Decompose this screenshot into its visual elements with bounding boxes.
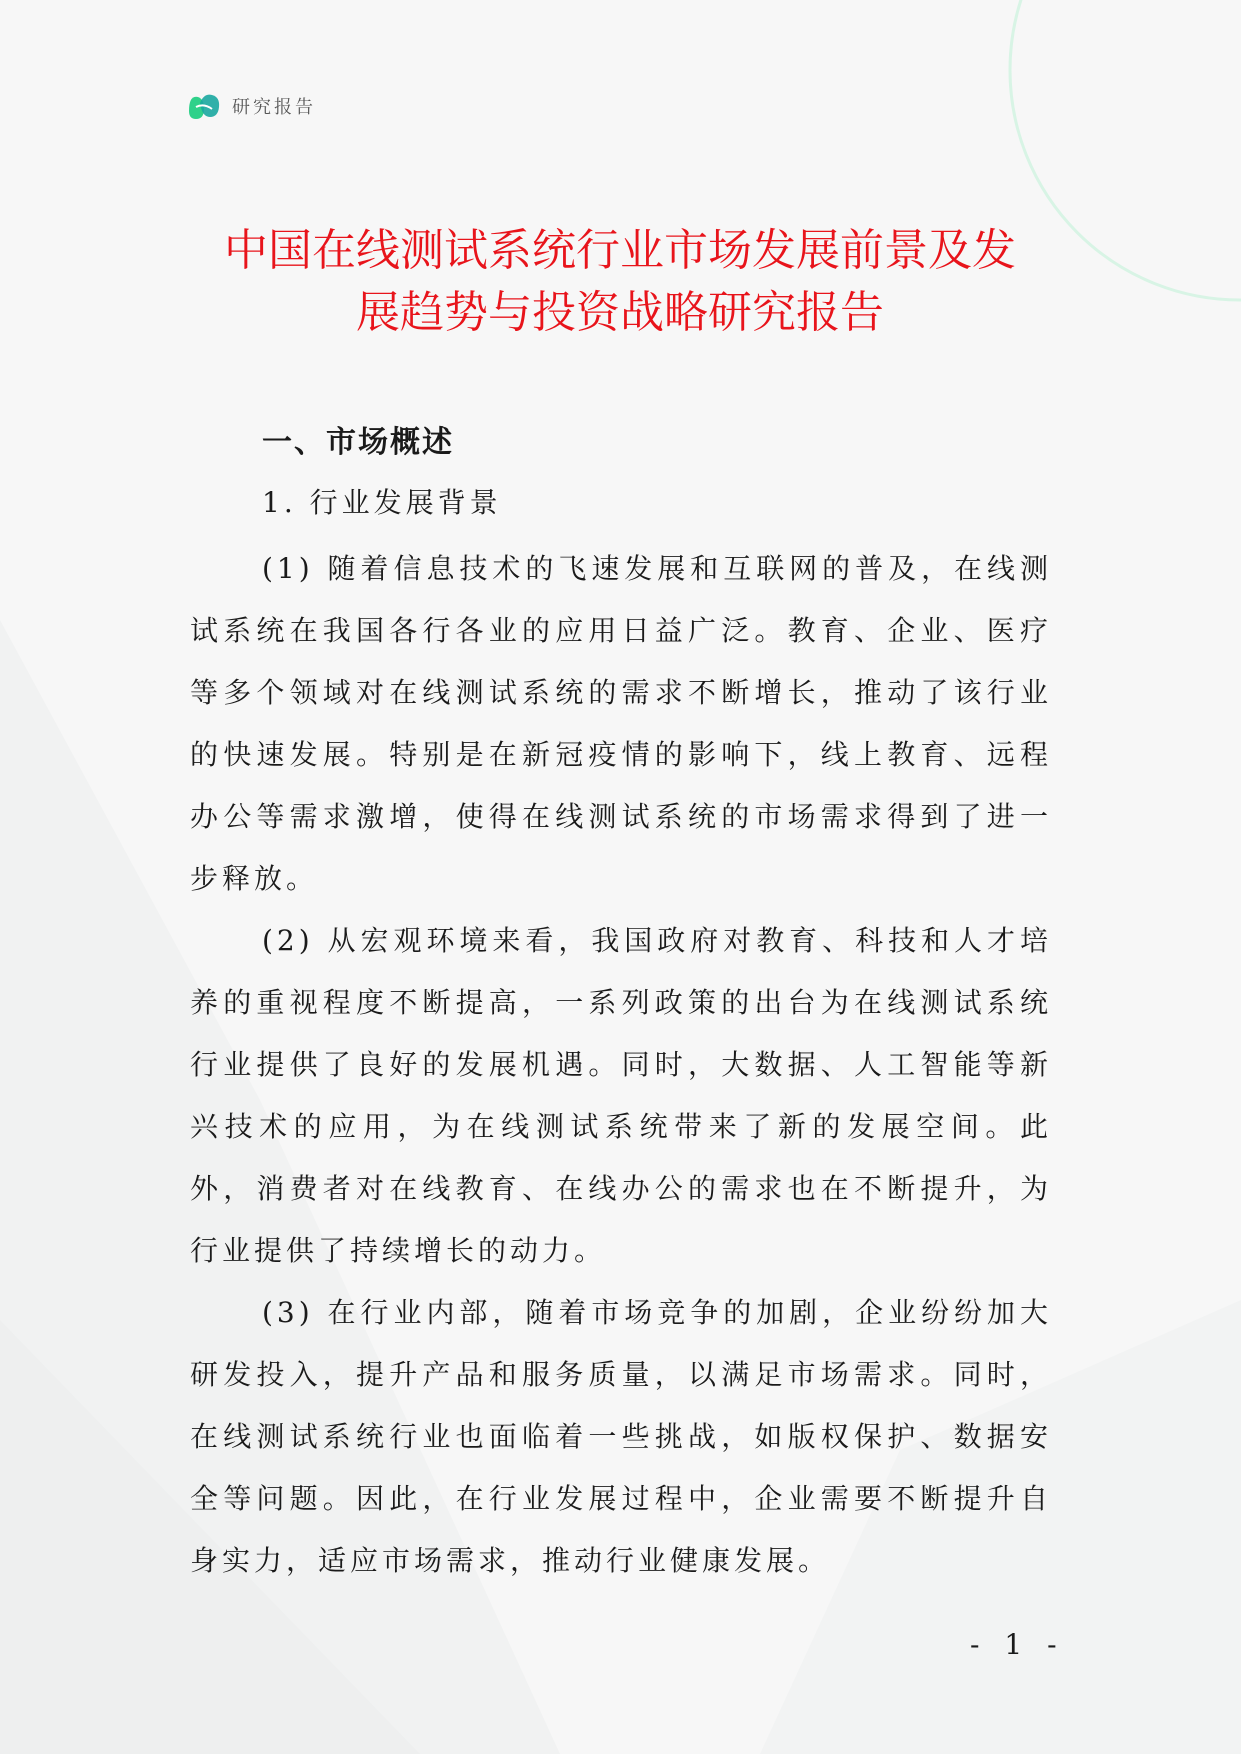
subsection-heading: 1. 行业发展背景 [262,486,502,519]
report-header [186,88,316,124]
section-heading: 一、市场概述 [262,425,454,460]
brand-label: 研究报告 [232,97,316,118]
paragraph-2: (2) 从宏观环境来看，我国政府对教育、科技和人才培养的重视程度不断提高，一系列政策的出台为在线测试系统行业提供了良好的发展机遇。同时，大数据、人工智能等新兴技术的应用，为在线测试系统带来了新的发展空间。此外，消费者对在线教育、在线办公的需求也在不断提升，为行业提供了持续增长的动力。 [190,924,1052,1267]
document-title [150,220,1090,344]
page-number: - 1 - [970,1628,1065,1661]
paragraph-1: (1) 随着信息技术的飞速发展和互联网的普及，在线测试系统在我国各行各业的应用日益广泛。教育、企业、医疗等多个领域对在线测试系统的需求不断增长，推动了该行业的快速发展。特别是在新冠疫情的影响下，线上教育、远程办公等需求激增，使得在线测试系统的市场需求得到了进一步释放。 [190,552,1052,895]
document-body [190,418,1052,1592]
paragraph-3: (3) 在行业内部，随着市场竞争的加剧，企业纷纷加大研发投入，提升产品和服务质量，以满足市场需求。同时，在线测试系统行业也面临着一些挑战，如版权保护、数据安全等问题。因此，在行业发展过程中，企业需要不断提升自身实力，适应市场需求，推动行业健康发展。 [190,1296,1052,1577]
brand-logo-icon [186,89,222,123]
title-line-1: 中国在线测试系统行业市场发展前景及发 [224,225,1016,276]
title-line-2: 展趋势与投资战略研究报告 [356,287,884,338]
